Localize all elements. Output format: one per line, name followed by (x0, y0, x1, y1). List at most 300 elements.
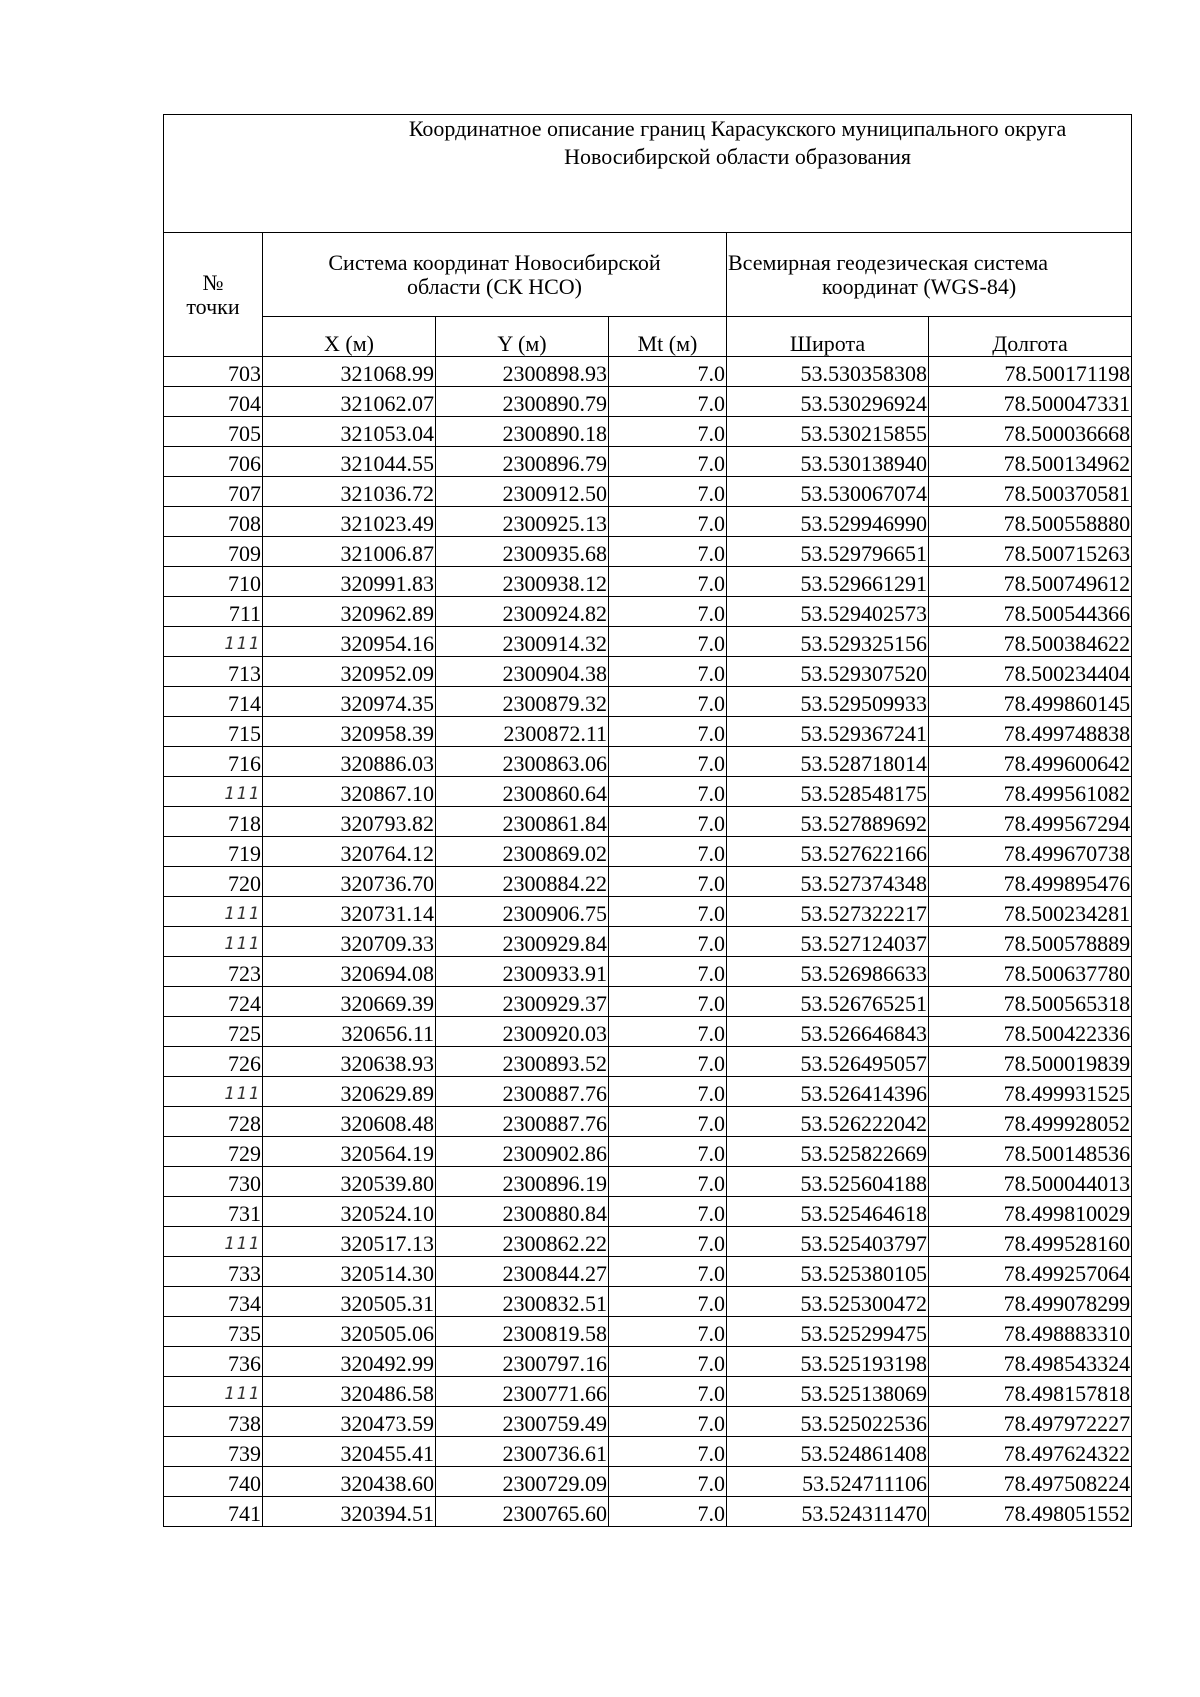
point-number-cell (164, 687, 263, 717)
point-number-cell (164, 507, 263, 537)
mt-cell: 7.0 (609, 1167, 727, 1197)
table-row (164, 1407, 1132, 1437)
table-row (164, 1107, 1132, 1137)
longitude-cell: 78.499078299 (929, 1287, 1132, 1317)
mt-cell: 7.0 (609, 1197, 727, 1227)
y-coordinate-cell: 2300872.11 (436, 717, 609, 747)
x-coordinate-cell: 320514.30 (263, 1257, 436, 1287)
point-number-cell (164, 1257, 263, 1287)
latitude-cell: 53.530138940 (727, 447, 929, 477)
point-number-text: 709 (228, 541, 261, 566)
x-coordinate-cell: 320793.82 (263, 807, 436, 837)
latitude-cell: 53.526222042 (727, 1107, 929, 1137)
point-number-text: 111 (224, 1384, 261, 1404)
point-number-cell (164, 477, 263, 507)
x-coordinate-cell: 320669.39 (263, 987, 436, 1017)
longitude-cell: 78.500036668 (929, 417, 1132, 447)
y-coordinate-cell: 2300819.58 (436, 1317, 609, 1347)
x-coordinate-cell: 320486.58 (263, 1377, 436, 1407)
point-number-text: 111 (224, 634, 261, 654)
longitude-cell: 78.498051552 (929, 1497, 1132, 1527)
table-row (164, 417, 1132, 447)
y-coordinate-cell: 2300729.09 (436, 1467, 609, 1497)
x-coordinate-cell: 320656.11 (263, 1017, 436, 1047)
point-number-cell (164, 357, 263, 387)
mt-cell: 7.0 (609, 417, 727, 447)
point-number-text: 713 (228, 661, 261, 686)
table-row (164, 1377, 1132, 1407)
y-coordinate-cell: 2300765.60 (436, 1497, 609, 1527)
longitude-cell: 78.500422336 (929, 1017, 1132, 1047)
longitude-cell: 78.499860145 (929, 687, 1132, 717)
point-number-text: 711 (228, 601, 261, 626)
latitude-cell: 53.526986633 (727, 957, 929, 987)
point-number-text: 708 (228, 511, 261, 536)
y-coordinate-cell: 2300893.52 (436, 1047, 609, 1077)
header-wgs-system-line2: координат (WGS-84) (822, 273, 1017, 299)
longitude-cell: 78.499810029 (929, 1197, 1132, 1227)
x-coordinate-cell: 320954.16 (263, 627, 436, 657)
table-row (164, 1437, 1132, 1467)
point-number-cell (164, 447, 263, 477)
y-coordinate-cell: 2300920.03 (436, 1017, 609, 1047)
point-number-text: 733 (228, 1261, 261, 1286)
longitude-cell: 78.499600642 (929, 747, 1132, 777)
table-row (164, 927, 1132, 957)
header-wgs-system-line1: Всемирная геодезическая система (728, 249, 1048, 275)
x-coordinate-cell: 320473.59 (263, 1407, 436, 1437)
header-col-mt: Mt (м) (609, 317, 727, 357)
latitude-cell: 53.525464618 (727, 1197, 929, 1227)
x-coordinate-cell: 320991.83 (263, 567, 436, 597)
latitude-cell: 53.529307520 (727, 657, 929, 687)
latitude-cell: 53.525138069 (727, 1377, 929, 1407)
table-row (164, 477, 1132, 507)
point-number-text: 111 (224, 784, 261, 804)
table-row (164, 1467, 1132, 1497)
point-number-text: 710 (228, 571, 261, 596)
x-coordinate-cell: 320505.06 (263, 1317, 436, 1347)
point-number-text: 726 (228, 1051, 261, 1076)
point-number-text: 703 (228, 361, 261, 386)
mt-cell: 7.0 (609, 927, 727, 957)
longitude-cell: 78.499528160 (929, 1227, 1132, 1257)
longitude-cell: 78.500148536 (929, 1137, 1132, 1167)
point-number-cell (164, 867, 263, 897)
document-title (164, 115, 1132, 233)
latitude-cell: 53.529367241 (727, 717, 929, 747)
latitude-cell: 53.527322217 (727, 897, 929, 927)
point-number-text: 730 (228, 1171, 261, 1196)
table-row (164, 1347, 1132, 1377)
longitude-cell: 78.497972227 (929, 1407, 1132, 1437)
table-row (164, 1137, 1132, 1167)
x-coordinate-cell: 320736.70 (263, 867, 436, 897)
point-number-text: 729 (228, 1141, 261, 1166)
longitude-cell: 78.500047331 (929, 387, 1132, 417)
x-coordinate-cell: 321023.49 (263, 507, 436, 537)
longitude-cell: 78.498543324 (929, 1347, 1132, 1377)
point-number-text: 740 (228, 1471, 261, 1496)
latitude-cell: 53.527622166 (727, 837, 929, 867)
table-row (164, 717, 1132, 747)
y-coordinate-cell: 2300880.84 (436, 1197, 609, 1227)
longitude-cell: 78.500234281 (929, 897, 1132, 927)
longitude-cell: 78.500019839 (929, 1047, 1132, 1077)
table-row (164, 507, 1132, 537)
point-number-cell (164, 387, 263, 417)
y-coordinate-cell: 2300906.75 (436, 897, 609, 927)
point-number-text: 718 (228, 811, 261, 836)
longitude-cell: 78.499567294 (929, 807, 1132, 837)
mt-cell: 7.0 (609, 807, 727, 837)
table-row (164, 1287, 1132, 1317)
y-coordinate-cell: 2300924.82 (436, 597, 609, 627)
x-coordinate-cell: 320764.12 (263, 837, 436, 867)
mt-cell: 7.0 (609, 687, 727, 717)
x-coordinate-cell: 320505.31 (263, 1287, 436, 1317)
y-coordinate-cell: 2300938.12 (436, 567, 609, 597)
y-coordinate-cell: 2300890.18 (436, 417, 609, 447)
y-coordinate-cell: 2300759.49 (436, 1407, 609, 1437)
x-coordinate-cell: 320952.09 (263, 657, 436, 687)
mt-cell: 7.0 (609, 507, 727, 537)
x-coordinate-cell: 320709.33 (263, 927, 436, 957)
x-coordinate-cell: 320608.48 (263, 1107, 436, 1137)
table-row (164, 357, 1132, 387)
mt-cell: 7.0 (609, 837, 727, 867)
mt-cell: 7.0 (609, 1047, 727, 1077)
latitude-cell: 53.525822669 (727, 1137, 929, 1167)
mt-cell: 7.0 (609, 777, 727, 807)
longitude-cell: 78.497624322 (929, 1437, 1132, 1467)
y-coordinate-cell: 2300736.61 (436, 1437, 609, 1467)
table-row (164, 897, 1132, 927)
x-coordinate-cell: 320524.10 (263, 1197, 436, 1227)
y-coordinate-cell: 2300861.84 (436, 807, 609, 837)
y-coordinate-cell: 2300929.37 (436, 987, 609, 1017)
header-point-number (164, 233, 263, 357)
y-coordinate-cell: 2300869.02 (436, 837, 609, 867)
table-row (164, 1497, 1132, 1527)
latitude-cell: 53.524311470 (727, 1497, 929, 1527)
longitude-cell: 78.499928052 (929, 1107, 1132, 1137)
point-number-cell (164, 537, 263, 567)
table-body (164, 357, 1132, 1527)
latitude-cell: 53.527889692 (727, 807, 929, 837)
table-row (164, 627, 1132, 657)
longitude-cell: 78.500171198 (929, 357, 1132, 387)
x-coordinate-cell: 320694.08 (263, 957, 436, 987)
header-col-y: Y (м) (436, 317, 609, 357)
longitude-cell: 78.499257064 (929, 1257, 1132, 1287)
mt-cell: 7.0 (609, 1407, 727, 1437)
longitude-cell: 78.500044013 (929, 1167, 1132, 1197)
y-coordinate-cell: 2300898.93 (436, 357, 609, 387)
latitude-cell: 53.529796651 (727, 537, 929, 567)
point-number-text: 741 (228, 1501, 261, 1526)
mt-cell: 7.0 (609, 867, 727, 897)
x-coordinate-cell: 320867.10 (263, 777, 436, 807)
point-number-text: 704 (228, 391, 261, 416)
longitude-cell: 78.499561082 (929, 777, 1132, 807)
longitude-cell: 78.500384622 (929, 627, 1132, 657)
y-coordinate-cell: 2300887.76 (436, 1077, 609, 1107)
point-number-cell (164, 1377, 263, 1407)
table-row (164, 1227, 1132, 1257)
latitude-cell: 53.530296924 (727, 387, 929, 417)
point-number-cell (164, 807, 263, 837)
point-number-text: 723 (228, 961, 261, 986)
table-row (164, 537, 1132, 567)
mt-cell: 7.0 (609, 357, 727, 387)
point-number-cell (164, 1167, 263, 1197)
longitude-cell: 78.498883310 (929, 1317, 1132, 1347)
table-row (164, 1317, 1132, 1347)
latitude-cell: 53.524861408 (727, 1437, 929, 1467)
table-row (164, 597, 1132, 627)
latitude-cell: 53.525022536 (727, 1407, 929, 1437)
table-row (164, 777, 1132, 807)
header-wgs-system (727, 233, 1132, 317)
point-number-text: 728 (228, 1111, 261, 1136)
point-number-cell (164, 1047, 263, 1077)
y-coordinate-cell: 2300860.64 (436, 777, 609, 807)
point-number-text: 111 (224, 904, 261, 924)
x-coordinate-cell: 321044.55 (263, 447, 436, 477)
x-coordinate-cell: 320974.35 (263, 687, 436, 717)
longitude-cell: 78.500749612 (929, 567, 1132, 597)
y-coordinate-cell: 2300925.13 (436, 507, 609, 537)
longitude-cell: 78.500234404 (929, 657, 1132, 687)
point-number-cell (164, 927, 263, 957)
table-row (164, 957, 1132, 987)
longitude-cell: 78.500134962 (929, 447, 1132, 477)
y-coordinate-cell: 2300933.91 (436, 957, 609, 987)
table-row (164, 837, 1132, 867)
point-number-text: 719 (228, 841, 261, 866)
x-coordinate-cell: 320564.19 (263, 1137, 436, 1167)
point-number-text: 724 (228, 991, 261, 1016)
y-coordinate-cell: 2300884.22 (436, 867, 609, 897)
y-coordinate-cell: 2300914.32 (436, 627, 609, 657)
point-number-text: 705 (228, 421, 261, 446)
point-number-cell (164, 1437, 263, 1467)
point-number-cell (164, 1407, 263, 1437)
point-number-cell (164, 747, 263, 777)
longitude-cell: 78.499670738 (929, 837, 1132, 867)
point-number-text: 720 (228, 871, 261, 896)
latitude-cell: 53.526495057 (727, 1047, 929, 1077)
y-coordinate-cell: 2300862.22 (436, 1227, 609, 1257)
point-number-cell (164, 897, 263, 927)
point-number-cell (164, 657, 263, 687)
mt-cell: 7.0 (609, 957, 727, 987)
y-coordinate-cell: 2300896.79 (436, 447, 609, 477)
mt-cell: 7.0 (609, 387, 727, 417)
mt-cell: 7.0 (609, 537, 727, 567)
point-number-text: 739 (228, 1441, 261, 1466)
y-coordinate-cell: 2300912.50 (436, 477, 609, 507)
point-number-text: 731 (228, 1201, 261, 1226)
x-coordinate-cell: 320958.39 (263, 717, 436, 747)
table-row (164, 867, 1132, 897)
header-col-longitude: Долгота (929, 317, 1132, 357)
point-number-cell (164, 777, 263, 807)
latitude-cell: 53.529946990 (727, 507, 929, 537)
table-row (164, 1017, 1132, 1047)
latitude-cell: 53.530067074 (727, 477, 929, 507)
mt-cell: 7.0 (609, 717, 727, 747)
mt-cell: 7.0 (609, 477, 727, 507)
point-number-text: 736 (228, 1351, 261, 1376)
longitude-cell: 78.500558880 (929, 507, 1132, 537)
latitude-cell: 53.528548175 (727, 777, 929, 807)
latitude-cell: 53.530215855 (727, 417, 929, 447)
point-number-text: 111 (224, 1234, 261, 1254)
longitude-cell: 78.500578889 (929, 927, 1132, 957)
header-point-number-line1: № (202, 269, 224, 295)
point-number-text: 111 (224, 1084, 261, 1104)
x-coordinate-cell: 320438.60 (263, 1467, 436, 1497)
mt-cell: 7.0 (609, 1347, 727, 1377)
table-row (164, 1167, 1132, 1197)
point-number-text: 714 (228, 691, 261, 716)
latitude-cell: 53.526414396 (727, 1077, 929, 1107)
point-number-cell (164, 1467, 263, 1497)
y-coordinate-cell: 2300844.27 (436, 1257, 609, 1287)
mt-cell: 7.0 (609, 567, 727, 597)
coordinates-table (163, 114, 1132, 1527)
x-coordinate-cell: 321062.07 (263, 387, 436, 417)
header-local-system (263, 233, 727, 317)
table-row (164, 747, 1132, 777)
y-coordinate-cell: 2300935.68 (436, 537, 609, 567)
x-coordinate-cell: 320517.13 (263, 1227, 436, 1257)
table-row (164, 1197, 1132, 1227)
x-coordinate-cell: 320539.80 (263, 1167, 436, 1197)
y-coordinate-cell: 2300890.79 (436, 387, 609, 417)
point-number-cell (164, 987, 263, 1017)
point-number-cell (164, 1197, 263, 1227)
mt-cell: 7.0 (609, 657, 727, 687)
point-number-cell (164, 837, 263, 867)
latitude-cell: 53.525300472 (727, 1287, 929, 1317)
x-coordinate-cell: 320394.51 (263, 1497, 436, 1527)
table-row (164, 1257, 1132, 1287)
table-row (164, 387, 1132, 417)
latitude-cell: 53.527124037 (727, 927, 929, 957)
mt-cell: 7.0 (609, 1257, 727, 1287)
latitude-cell: 53.525604188 (727, 1167, 929, 1197)
longitude-cell: 78.499895476 (929, 867, 1132, 897)
y-coordinate-cell: 2300863.06 (436, 747, 609, 777)
header-local-system-line1: Система координат Новосибирской (328, 249, 661, 275)
point-number-text: 725 (228, 1021, 261, 1046)
x-coordinate-cell: 321006.87 (263, 537, 436, 567)
table-row (164, 1077, 1132, 1107)
header-point-number-line2: точки (186, 293, 240, 319)
x-coordinate-cell: 320638.93 (263, 1047, 436, 1077)
longitude-cell: 78.500637780 (929, 957, 1132, 987)
longitude-cell: 78.497508224 (929, 1467, 1132, 1497)
point-number-cell (164, 597, 263, 627)
point-number-cell (164, 1017, 263, 1047)
latitude-cell: 53.529325156 (727, 627, 929, 657)
x-coordinate-cell: 320962.89 (263, 597, 436, 627)
point-number-cell (164, 1317, 263, 1347)
point-number-text: 706 (228, 451, 261, 476)
longitude-cell: 78.500544366 (929, 597, 1132, 627)
longitude-cell: 78.499931525 (929, 1077, 1132, 1107)
mt-cell: 7.0 (609, 447, 727, 477)
y-coordinate-cell: 2300929.84 (436, 927, 609, 957)
latitude-cell: 53.529661291 (727, 567, 929, 597)
table-row (164, 657, 1132, 687)
header-local-system-line2: области (СК НСО) (407, 273, 582, 299)
point-number-text: 738 (228, 1411, 261, 1436)
y-coordinate-cell: 2300896.19 (436, 1167, 609, 1197)
point-number-cell (164, 1077, 263, 1107)
point-number-text: 716 (228, 751, 261, 776)
mt-cell: 7.0 (609, 897, 727, 927)
table-row (164, 567, 1132, 597)
point-number-text: 715 (228, 721, 261, 746)
x-coordinate-cell: 320629.89 (263, 1077, 436, 1107)
longitude-cell: 78.499748838 (929, 717, 1132, 747)
header-col-latitude: Широта (727, 317, 929, 357)
mt-cell: 7.0 (609, 1317, 727, 1347)
mt-cell: 7.0 (609, 1377, 727, 1407)
mt-cell: 7.0 (609, 1437, 727, 1467)
point-number-cell (164, 567, 263, 597)
mt-cell: 7.0 (609, 1497, 727, 1527)
point-number-text: 111 (224, 934, 261, 954)
latitude-cell: 53.524711106 (727, 1467, 929, 1497)
latitude-cell: 53.525380105 (727, 1257, 929, 1287)
point-number-cell (164, 1497, 263, 1527)
mt-cell: 7.0 (609, 1077, 727, 1107)
table-row (164, 987, 1132, 1017)
y-coordinate-cell: 2300887.76 (436, 1107, 609, 1137)
point-number-cell (164, 957, 263, 987)
y-coordinate-cell: 2300797.16 (436, 1347, 609, 1377)
latitude-cell: 53.525299475 (727, 1317, 929, 1347)
point-number-cell (164, 1107, 263, 1137)
mt-cell: 7.0 (609, 1467, 727, 1497)
longitude-cell: 78.500370581 (929, 477, 1132, 507)
x-coordinate-cell: 321036.72 (263, 477, 436, 507)
latitude-cell: 53.525403797 (727, 1227, 929, 1257)
table-row (164, 447, 1132, 477)
latitude-cell: 53.529509933 (727, 687, 929, 717)
mt-cell: 7.0 (609, 1137, 727, 1167)
latitude-cell: 53.528718014 (727, 747, 929, 777)
mt-cell: 7.0 (609, 987, 727, 1017)
point-number-cell (164, 1347, 263, 1377)
latitude-cell: 53.525193198 (727, 1347, 929, 1377)
table-row (164, 807, 1132, 837)
point-number-cell (164, 1287, 263, 1317)
mt-cell: 7.0 (609, 1227, 727, 1257)
point-number-cell (164, 1137, 263, 1167)
latitude-cell: 53.526646843 (727, 1017, 929, 1047)
point-number-text: 735 (228, 1321, 261, 1346)
table-row (164, 1047, 1132, 1077)
header-col-x: X (м) (263, 317, 436, 357)
latitude-cell: 53.530358308 (727, 357, 929, 387)
mt-cell: 7.0 (609, 747, 727, 777)
